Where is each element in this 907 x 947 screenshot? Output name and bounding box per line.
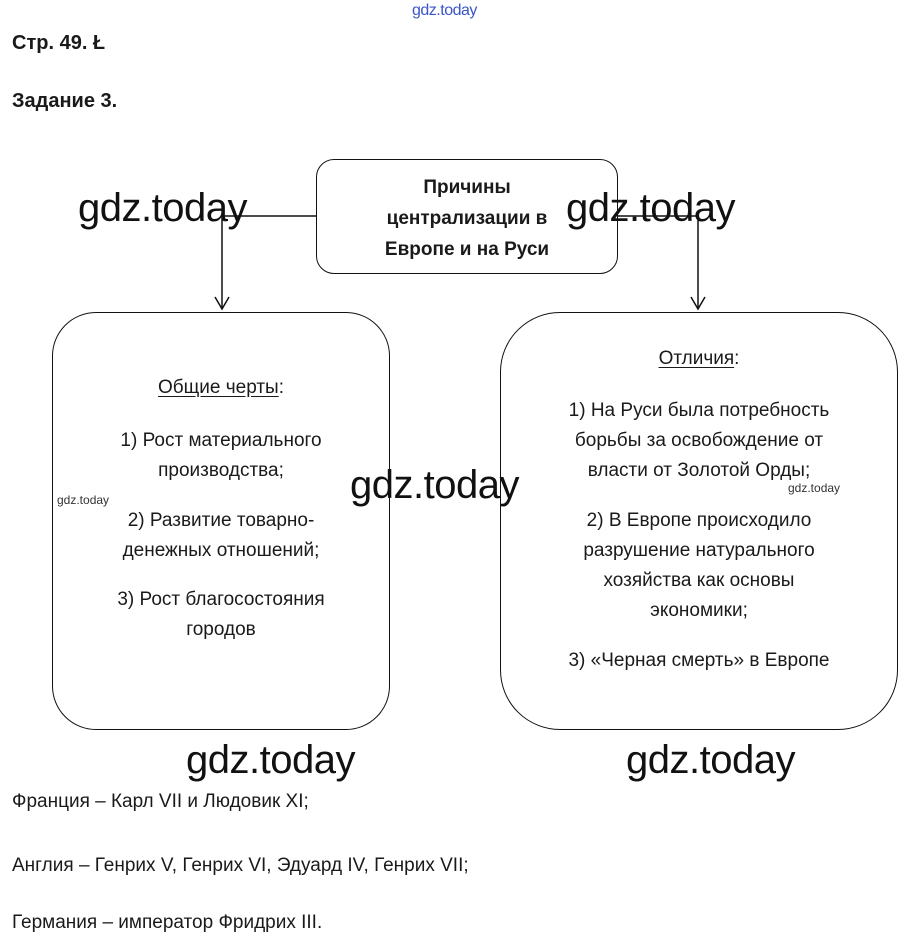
differences-box — [500, 312, 898, 730]
causes-line-1: Причины — [423, 177, 511, 198]
watermark-center: gdz.today — [350, 463, 519, 507]
country-england: Англия – Генрих V, Генрих VI, Эдуард IV, Генрих VII; — [12, 855, 469, 876]
common-feature-2: 2) Развитие товарно- денежных отношений; — [122, 510, 320, 561]
watermark-right: gdz.today — [566, 186, 735, 230]
country-germany: Германия – император Фридрих III. — [12, 912, 323, 933]
watermark-bottom-left: gdz.today — [186, 738, 355, 782]
watermark-small-right: gdz.today — [788, 481, 841, 495]
watermark-left: gdz.today — [78, 186, 247, 230]
difference-3: 3) «Черная смерть» в Европе — [568, 650, 830, 671]
watermark-top: gdz.today — [412, 2, 477, 19]
task-title: Задание 3. — [12, 90, 118, 112]
difference-1: 1) На Руси была потребность борьбы за освобождение от власти от Золотой Орды; — [568, 400, 830, 481]
watermark-small-left: gdz.today — [57, 493, 110, 507]
page-reference: Стр. 49. Ł — [12, 32, 106, 54]
common-features-box — [52, 312, 390, 730]
common-features-heading: Общие черты: — [157, 377, 284, 398]
country-france: Франция – Карл VII и Людовик XI; — [12, 791, 309, 812]
causes-line-2: централизации в — [386, 208, 548, 229]
difference-2: 2) В Европе происходило разрушение натурального хозяйства как основы экономики; — [583, 510, 815, 621]
watermark-bottom-right: gdz.today — [626, 738, 795, 782]
differences-heading: Отличия: — [658, 348, 740, 369]
common-feature-3: 3) Рост благосостояния городов — [117, 589, 325, 640]
causes-line-3: Европе и на Руси — [384, 239, 550, 260]
common-feature-1: 1) Рост материального производства; — [120, 430, 322, 481]
